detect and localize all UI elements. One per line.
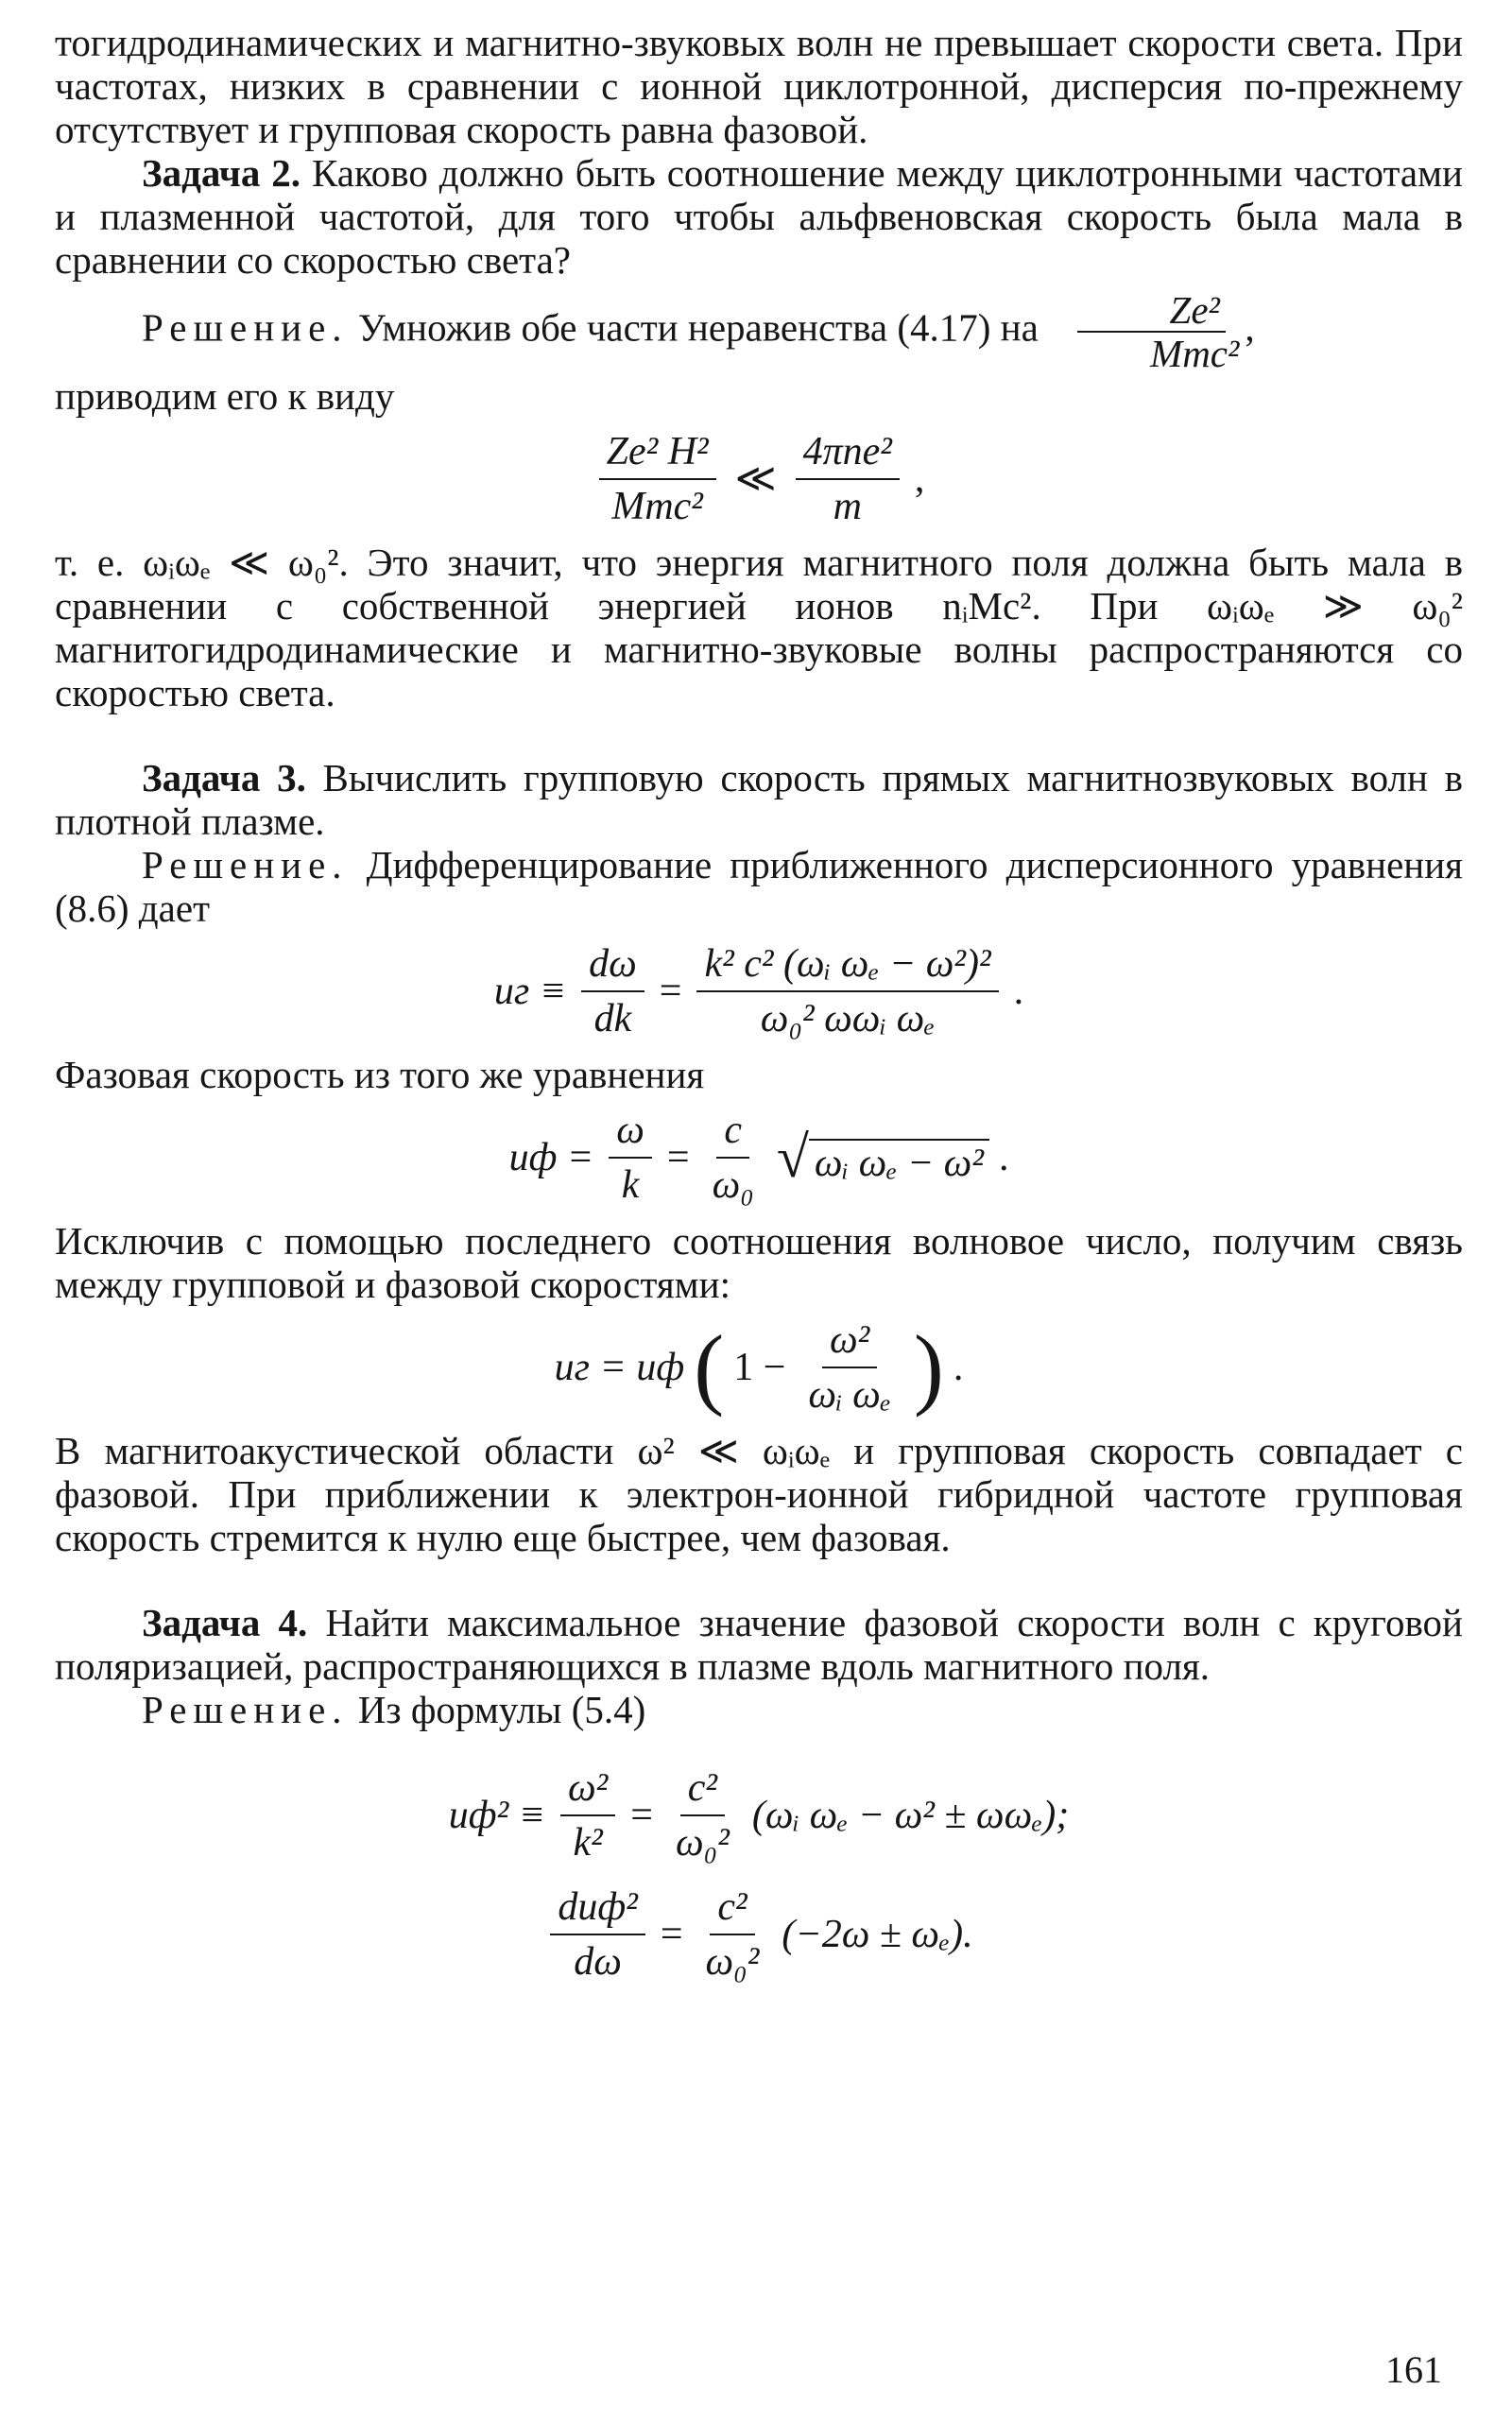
problem-4-solution [55, 1688, 1463, 1731]
eq2-f1-den: k [621, 1163, 640, 1207]
eq1-f1-den: dk [593, 997, 632, 1040]
eq2-fraction-2 [705, 1108, 762, 1208]
inequality-lhs-num: Ze² H² [599, 429, 716, 480]
eq1-f2-den: ω₀² ωωᵢ ωₑ [760, 997, 936, 1040]
eq2-f2-num: c [716, 1108, 749, 1159]
group-velocity-formula [55, 941, 1463, 1041]
page-body [55, 21, 1463, 1996]
eq4-f1-num: ω² [560, 1765, 615, 1816]
eq1-fraction-2 [696, 941, 998, 1041]
eq2-fraction-1 [609, 1108, 652, 1208]
eq5-fraction-1 [550, 1884, 644, 1985]
multiplier-denominator: Mmc² [1150, 332, 1240, 375]
problem-2-paragraph [55, 151, 1463, 282]
inequality-formula [55, 429, 1463, 529]
inequality-rhs-den: m [833, 485, 862, 528]
multiplier-numerator: Ze² [1077, 289, 1226, 333]
inequality-lhs [599, 429, 716, 529]
eq3-lhs: uг = uф [554, 1346, 685, 1389]
eq1-tail: . [1013, 970, 1024, 1013]
eq4-equals: = [630, 1794, 653, 1837]
eq3-fraction [800, 1317, 898, 1418]
eq5-f1-num: duф² [550, 1884, 644, 1935]
inequality-tail: , [914, 457, 925, 501]
problem-2-solution-text: Умножив обе части неравенства (4.17) на [357, 305, 1039, 350]
multiplier-fraction [1057, 289, 1245, 374]
eq2-tail: . [998, 1136, 1009, 1179]
eq4-f2-den: ω₀² [675, 1821, 730, 1865]
eq3-f-den: ωᵢ ωₑ [808, 1373, 891, 1417]
phase-velocity-text: Фазовая скорость из того же уравнения [55, 1053, 705, 1096]
eq4-f2-num: c² [680, 1765, 725, 1816]
phase-velocity-squared-formula [55, 1765, 1463, 1865]
eq2-lhs: uф = [508, 1136, 594, 1179]
eq4-fraction-1 [560, 1765, 615, 1865]
eq3-f-num: ω² [822, 1317, 877, 1368]
right-paren-icon: ) [913, 1316, 944, 1418]
problem-4-solution-text: Из формулы (5.4) [357, 1688, 646, 1731]
exclude-paragraph: Исключив с помощью последнего соотношения волновое число, получим связь между групповой и фазовой скоростями: [55, 1219, 1463, 1306]
eq2-equals: = [666, 1136, 690, 1179]
continuation-paragraph: тогидродинамических и магнитно-звуковых волн не превышает скорости света. При частотах, низких в сравнении с ионной циклотронной, дисперсия по-прежнему отсутствует и групповая скорость равна фазовой. [55, 21, 1463, 151]
inequality-lhs-den: Mmc² [611, 485, 703, 528]
eq4-f1-den: k² [573, 1821, 603, 1865]
problem-2-label: Задача 2. [142, 151, 301, 195]
eq3-tail: . [953, 1346, 964, 1389]
bring-text: приводим его к виду [55, 374, 395, 418]
eq1-f2-num: k² c² (ωᵢ ωₑ − ω²)² [696, 941, 998, 992]
left-paren-icon: ( [694, 1316, 725, 1418]
problem-2-conclusion: т. е. ωᵢωₑ ≪ ω₀². Это значит, что энергия магнитного поля должна быть мала в сравнении с собственной энергией ионов nᵢMc². При ωᵢωₑ ≫ ω₀² магнитогидродинамические и магнитно-звуковые волны распространяются со скоростью света. [55, 541, 1463, 714]
problem-3-paragraph [55, 756, 1463, 843]
eq1-fraction-1 [581, 941, 644, 1041]
derivative-formula [55, 1884, 1463, 1985]
group-phase-relation-formula [55, 1317, 1463, 1418]
magnetoacoustic-paragraph: В магнитоакустической области ω² ≪ ωᵢωₑ и групповая скорость совпадает с фазовой. При приближении к электрон-ионной гибридной частоте групповая скорость стремится к нулю еще быстрее, чем фазовая. [55, 1429, 1463, 1559]
problem-3-text: Вычислить групповую скорость прямых магнитнозвуковых волн в плотной плазме. [55, 756, 1463, 843]
problem-4-paragraph [55, 1601, 1463, 1688]
eq5-f1-den: dω [574, 1940, 622, 1984]
inequality-operator: ≪ [734, 457, 777, 501]
eq4-lhs: uф² ≡ [448, 1794, 546, 1837]
eq1-f1-num: dω [581, 941, 644, 992]
eq5-fraction-2 [698, 1884, 767, 1985]
problem-4-solution-label: Решение. [142, 1688, 349, 1731]
eq4-tail: (ωᵢ ωₑ − ω² ± ωωₑ); [751, 1794, 1070, 1837]
inequality-rhs-num: 4πne² [796, 429, 900, 480]
eq2-f2-den: ω₀ [712, 1163, 754, 1207]
problem-2-text: Каково должно быть соотношение между циклотронными частотами и плазменной частотой, для того чтобы альфвеновская скорость была мала в сравнении со скоростью света? [55, 151, 1463, 282]
eq1-equals: = [659, 970, 682, 1013]
problem-4-text: Найти максимальное значение фазовой скорости волн с круговой поляризацией, распространяющихся в плазме вдоль магнитного поля. [55, 1601, 1463, 1688]
problem-4-label: Задача 4. [142, 1601, 308, 1644]
eq1-lhs: uг ≡ [493, 970, 567, 1013]
page-number: 161 [1385, 2348, 1442, 2391]
eq3-one: 1 − [733, 1346, 786, 1389]
problem-2-solution: Решение. Умножив обе части неравенства (4.17) на $\frac{\text{Ze²}}{\text{Mmc²}}$ , [142, 288, 1255, 375]
eq5-equals: = [660, 1913, 683, 1956]
eq5-tail: (−2ω ± ωₑ). [782, 1913, 973, 1956]
eq5-f2-num: c² [710, 1884, 754, 1935]
eq5-f2-den: ω₀² [705, 1940, 760, 1984]
eq2-sqrt-content: ωᵢ ωₑ − ω² [809, 1139, 989, 1186]
eq2-sqrt [776, 1126, 989, 1190]
problem-3-solution-label: Решение. [142, 843, 349, 886]
problem-2-solution-label: Решение. [142, 305, 349, 350]
phase-velocity-formula [55, 1108, 1463, 1208]
problem-3-label: Задача 3. [142, 756, 306, 799]
inequality-rhs [796, 429, 900, 529]
eq2-f1-num: ω [609, 1108, 652, 1159]
problem-3-solution-text: Дифференцирование приближенного дисперсионного уравнения (8.6) дает [55, 843, 1464, 930]
sqrt-sign-icon: √ [776, 1126, 809, 1190]
problem-3-solution [55, 843, 1463, 930]
eq4-fraction-2 [668, 1765, 737, 1865]
